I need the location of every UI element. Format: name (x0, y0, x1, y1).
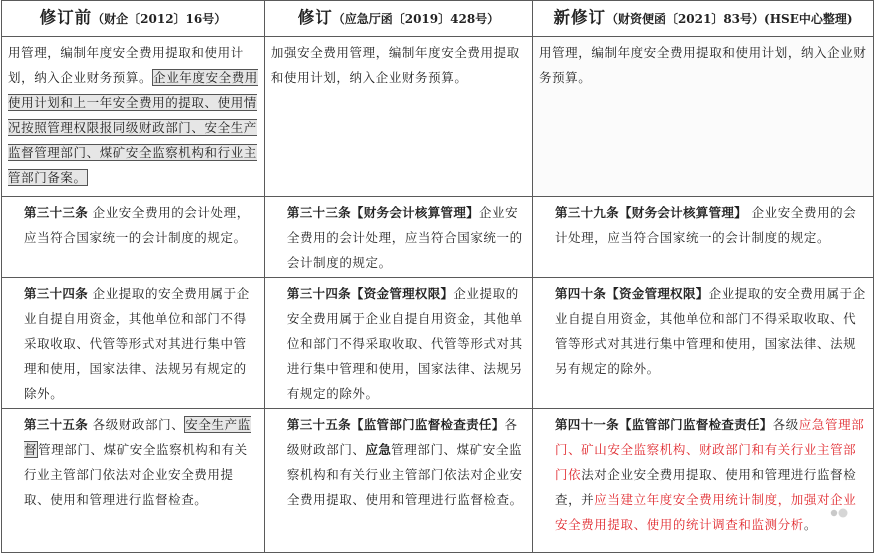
revised-text: 应当建立年度安全费用统计制度，加强对企业安全费用提取、使用的统计调查和监测分析 (555, 492, 856, 532)
row4-col2: 第三十五条【监管部门监督检查责任】各级财政部门、应急管理部门、煤矿安全监察机构和有关行业主管部门依法对企业安全费用提取、使用和管理进行监督检查。 (264, 409, 532, 553)
row3-col1: 第三十四条 企业提取的安全费用属于企业自提自用资金，其他单位和部门不得采取收取、代管等形式对其进行集中管理和使用，国家法律、法规另有规定的除外。 (2, 278, 265, 409)
article-number: 第四十条【资金管理权限】 (555, 286, 709, 301)
article-number: 第三十三条【财务会计核算管理】 (287, 205, 479, 220)
table-row (2, 37, 874, 197)
revised-text: 应急管理部门、矿山安全监察机构、财政部门和有关行业主管部门依 (555, 417, 864, 482)
regulation-comparison-table (1, 0, 874, 553)
table-row (2, 409, 874, 553)
row1-col1: 用管理，编制年度安全费用提取和使用计划，纳入企业财务预算。企业年度安全费用使用计划和上一年安全费用的提取、使用情况按照管理权限报同级财政部门、安全生产监督管理部门、煤矿安全监察机构和行业主管部门备案。 (2, 37, 265, 197)
article-number: 第三十五条 (24, 417, 88, 432)
row1-col3: 用管理，编制年度安全费用提取和使用计划，纳入企业财务预算。 (532, 37, 873, 197)
row3-col3: 第四十条【资金管理权限】企业提取的安全费用属于企业自提自用资金，其他单位和部门不得采取收取、代管等形式对其进行集中管理和使用，国家法律、法规另有规定的除外。 (532, 278, 873, 409)
article-number: 第三十九条【财务会计核算管理】 (555, 205, 747, 220)
highlighted-text: 企业年度安全费用使用计划和上一年安全费用的提取、使用情况按照管理权限报同级财政部门、安全生产监督管理部门、煤矿安全监察机构和行业主管部门备案。 (8, 69, 258, 186)
table-row (2, 278, 874, 409)
header-col1: 修订前（财企〔2012〕16号） (2, 1, 265, 37)
article-number: 第四十一条【监管部门监督检查责任】 (555, 417, 773, 432)
row3-col2: 第三十四条【资金管理权限】企业提取的安全费用属于企业自提自用资金，其他单位和部门不得采取收取、代管等形式对其进行集中管理和使用，国家法律、法规另有规定的除外。 (264, 278, 532, 409)
bold-term: 应急 (366, 442, 392, 457)
table-row (2, 197, 874, 278)
row4-col3: 第四十一条【监管部门监督检查责任】各级应急管理部门、矿山安全监察机构、财政部门和有关行业主管部门依法对企业安全费用提取、使用和管理进行监督检查，并应当建立年度安全费用统计制度，加强对企业安全费用提取、使用的统计调查和监测分析。 (532, 409, 873, 553)
header-col3: 新修订（财资便函〔2021〕83号）(HSE中心整理) (532, 1, 873, 37)
row4-col1: 第三十五条 各级财政部门、安全生产监督管理部门、煤矿安全监察机构和有关行业主管部门依法对企业安全费用提取、使用和管理进行监督检查。 (2, 409, 265, 553)
row2-col2: 第三十三条【财务会计核算管理】企业安全费用的会计处理，应当符合国家统一的会计制度的规定。 (264, 197, 532, 278)
article-number: 第三十四条 (24, 286, 88, 301)
row2-col1: 第三十三条 企业安全费用的会计处理，应当符合国家统一的会计制度的规定。 (2, 197, 265, 278)
article-number: 第三十三条 (24, 205, 88, 220)
row2-col3: 第三十九条【财务会计核算管理】 企业安全费用的会计处理，应当符合国家统一的会计制度的规定。 (532, 197, 873, 278)
table-header-row (2, 1, 874, 37)
row1-col2: 加强安全费用管理，编制年度安全费用提取和使用计划，纳入企业财务预算。 (264, 37, 532, 197)
article-number: 第三十四条【资金管理权限】 (287, 286, 453, 301)
article-number: 第三十五条【监管部门监督检查责任】 (287, 417, 505, 432)
highlighted-text: 安全生产监督 (24, 416, 251, 458)
header-col2: 修订（应急厅函〔2019〕428号） (264, 1, 532, 37)
watermark-icon (829, 506, 851, 520)
